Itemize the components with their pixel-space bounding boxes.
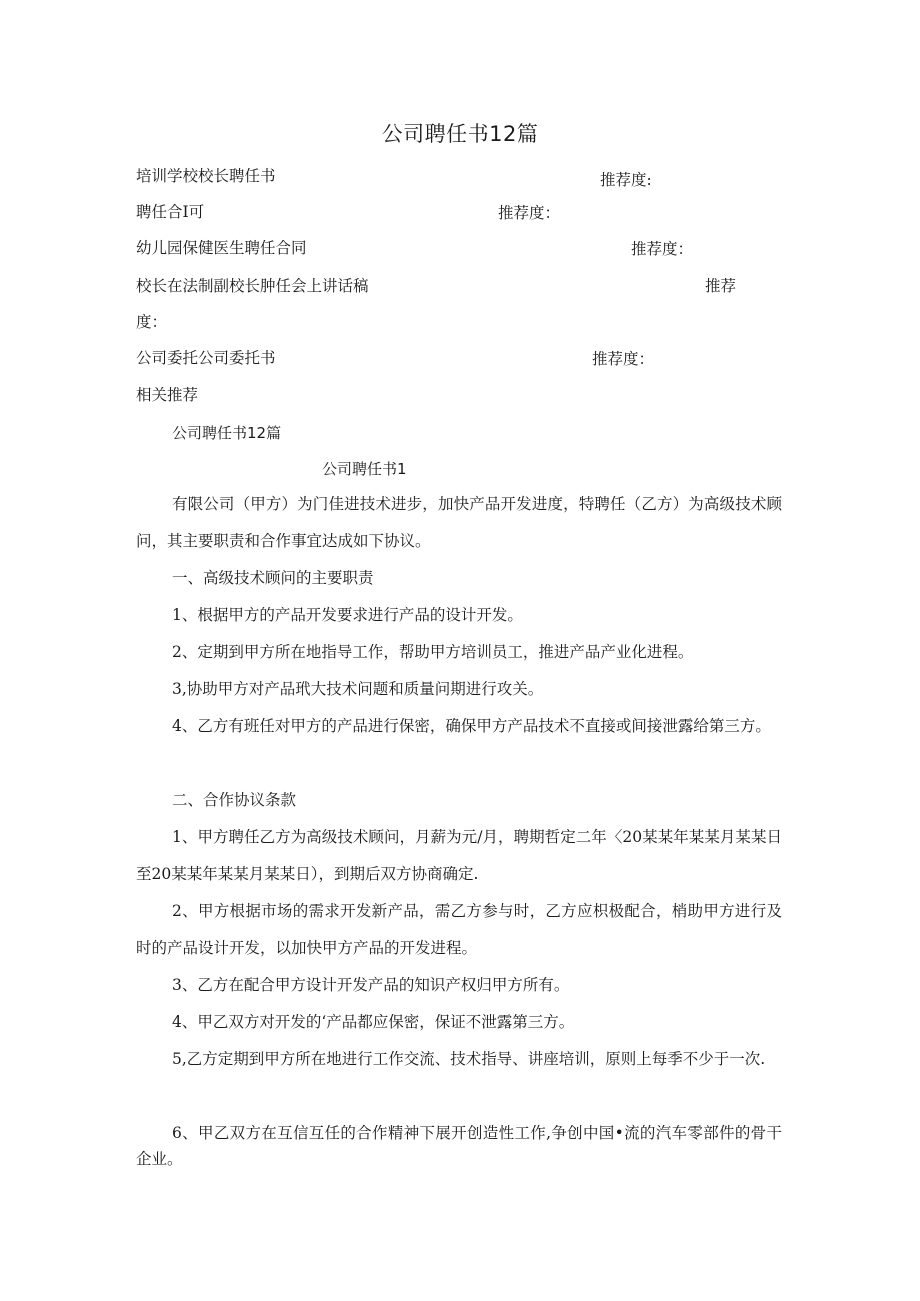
paragraph: 有限公司（甲方）为门佳进技术进步，加快产品开发进度，特聘任（乙方）为高级技术顾问，其主要职责和合作事宜达成如下协议。 — [136, 495, 782, 550]
paragraph: 1、甲方聘任乙方为高级技术顾问，月薪为元/月，聘期哲定二年〈20某某年某某月某某日至20某某年某某月某某日），到期后双方协商确定. — [136, 828, 782, 883]
recommend-item-label: 推荐度： — [631, 240, 694, 258]
section-heading: 二、合作协议条款 — [172, 791, 297, 809]
article-subtitle: 公司聘任书12篇 — [172, 424, 282, 442]
paragraph: 4、甲乙双方对开发的‘产品都应保密，保证不泄露第三方。 — [172, 1013, 575, 1031]
recommend-item-label: 推荐度: — [600, 171, 652, 189]
paragraph: 1、根据甲方的产品开发要求进行产品的设计开发。 — [172, 606, 523, 624]
paragraph: 2、定期到甲方所在地指导工作，帮助甲方培训员工，推进产品产业化进程。 — [172, 643, 694, 661]
section-title: 公司聘任书1 — [322, 460, 407, 478]
recommend-item-label-continued: 度： — [136, 313, 168, 331]
recommend-item-label: 推荐度： — [592, 350, 655, 368]
section-heading: 一、高级技术顾问的主要职责 — [172, 569, 374, 587]
paragraph: 4、乙方有班任对甲方的产品进行保密，确保甲方产品技术不直接或间接泄露给第三方。 — [172, 717, 771, 735]
paragraph: 2、甲方根据市场的需求开发新产品，需乙方参与时，乙方应枳极配合，梢助甲方进行及时的产品设计开发，以加快甲方产品的开发进程。 — [136, 902, 782, 957]
recommend-item-name[interactable]: 幼儿园保健医生聘任合同 — [136, 239, 307, 257]
document-title: 公司聘任书12篇 — [381, 122, 539, 146]
recommend-item-name[interactable]: 公司委托公司委托书 — [136, 349, 276, 367]
recommend-item-label: 推荐 — [705, 277, 737, 295]
paragraph: 3,协助甲方对产品玳大技术问题和质量问期进行攻关。 — [172, 680, 544, 698]
paragraph: 6、甲乙双方在互信互任的合作精神下展开创造性工作,争创中国•流的汽车零部件的骨干企业。 — [136, 1124, 782, 1168]
recommend-item-name[interactable]: 聘任合I可 — [136, 203, 205, 221]
paragraph: 5,乙方定期到甲方所在地进行工作交流、技术指导、讲座培训，原则上每季不少于一次. — [172, 1050, 766, 1068]
recommend-item-label: 推荐度： — [498, 204, 561, 222]
paragraph: 3、乙方在配合甲方设计开发产品的知识产权归甲方所有。 — [172, 976, 570, 994]
recommend-item-name[interactable]: 培训学校校长聘任书 — [136, 167, 276, 185]
related-heading: 相关推荐 — [136, 386, 199, 404]
recommend-item-name[interactable]: 校长在法制副校长肿任会上讲话稿 — [136, 277, 369, 295]
